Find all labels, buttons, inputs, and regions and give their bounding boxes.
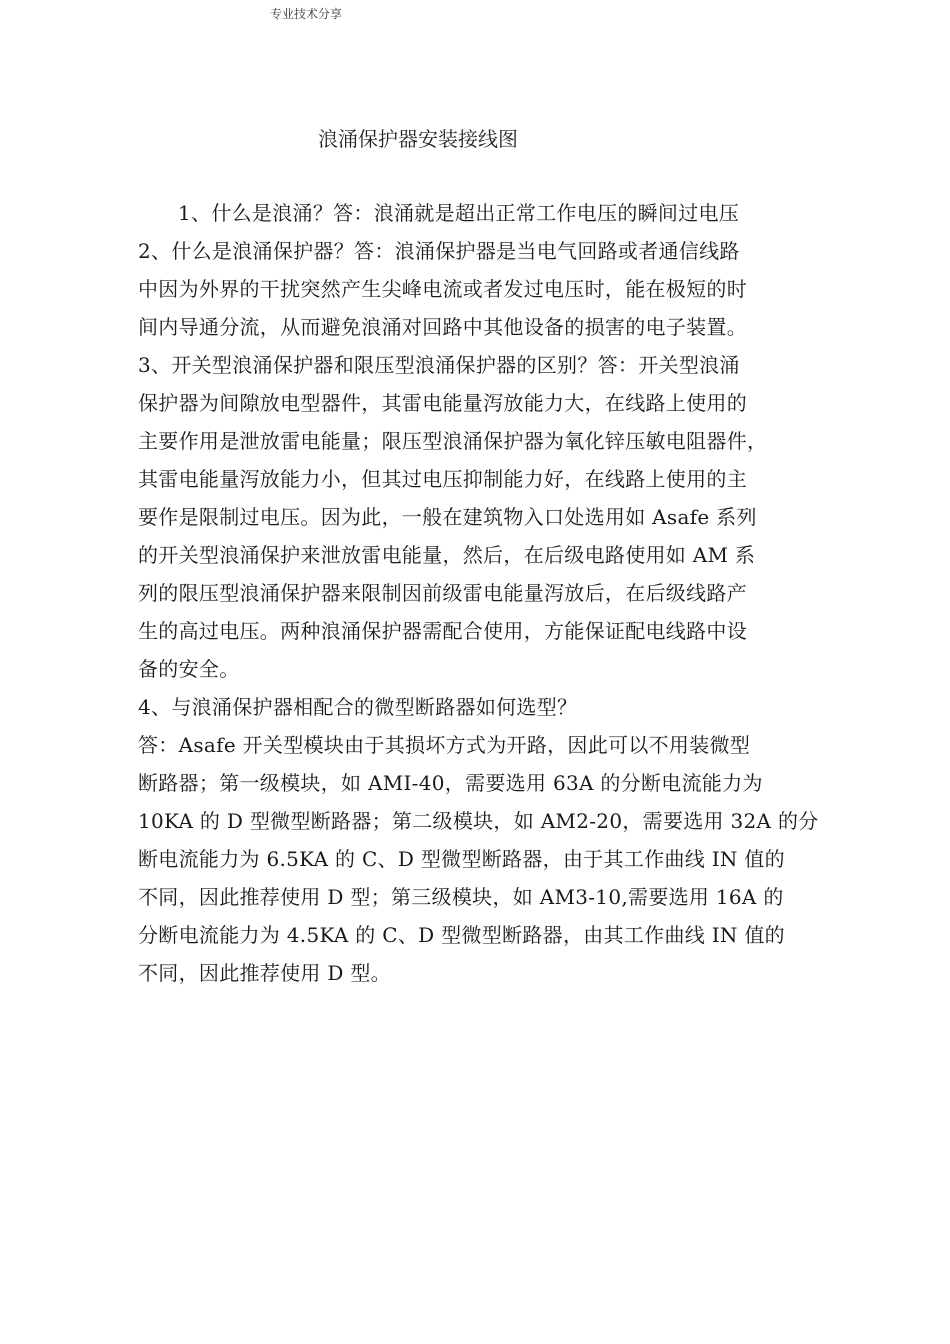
paragraph-line: 1、什么是浪涌？答：浪涌就是超出正常工作电压的瞬间过电压 — [178, 201, 740, 225]
paragraph-line: 列的限压型浪涌保护器来限制因前级雷电能量泻放后，在后级线路产 — [138, 581, 747, 605]
header-note: 专业技术分享 — [270, 7, 343, 21]
paragraph-line: 答：Asafe 开关型模块由于其损坏方式为开路，因此可以不用装微型 — [138, 733, 751, 757]
paragraph-line: 要作是限制过电压。因为此，一般在建筑物入口处选用如 Asafe 系列 — [138, 505, 757, 529]
paragraph-line: 4、与浪涌保护器相配合的微型断路器如何选型？ — [138, 695, 578, 719]
document-title: 浪涌保护器安装接线图 — [318, 127, 518, 151]
paragraph-line: 断路器；第一级模块，如 AMI-40，需要选用 63A 的分断电流能力为 — [138, 771, 763, 795]
paragraph-line: 保护器为间隙放电型器件，其雷电能量泻放能力大，在线路上使用的 — [138, 391, 747, 415]
paragraph-line: 断电流能力为 6.5KA 的 C、D 型微型断路器，由于其工作曲线 IN 值的 — [138, 847, 785, 871]
paragraph-line: 分断电流能力为 4.5KA 的 C、D 型微型断路器，由其工作曲线 IN 值的 — [138, 923, 785, 947]
paragraph-line: 生的高过电压。两种浪涌保护器需配合使用，方能保证配电线路中设 — [138, 619, 747, 643]
paragraph-line: 2、什么是浪涌保护器？答：浪涌保护器是当电气回路或者通信线路 — [138, 239, 740, 263]
paragraph-line: 不同，因此推荐使用 D 型；第三级模块，如 AM3-10,需要选用 16A 的 — [138, 885, 784, 909]
paragraph-line: 3、开关型浪涌保护器和限压型浪涌保护器的区别？答：开关型浪涌 — [138, 353, 740, 377]
paragraph-line: 不同，因此推荐使用 D 型。 — [138, 961, 391, 985]
paragraph-line: 主要作用是泄放雷电能量；限压型浪涌保护器为氧化锌压敏电阻器件， — [138, 429, 768, 453]
paragraph-line: 其雷电能量泻放能力小，但其过电压抑制能力好，在线路上使用的主 — [138, 467, 747, 491]
paragraph-line: 备的安全。 — [138, 657, 240, 681]
paragraph-line: 的开关型浪涌保护来泄放雷电能量，然后，在后级电路使用如 AM 系 — [138, 543, 756, 567]
document-body — [138, 194, 828, 992]
paragraph-line: 10KA 的 D 型微型断路器；第二级模块，如 AM2-20，需要选用 32A 的分 — [138, 809, 819, 833]
paragraph-line: 间内导通分流，从而避免浪涌对回路中其他设备的损害的电子装置。 — [138, 315, 747, 339]
paragraph-line: 中因为外界的干扰突然产生尖峰电流或者发过电压时，能在极短的时 — [138, 277, 747, 301]
